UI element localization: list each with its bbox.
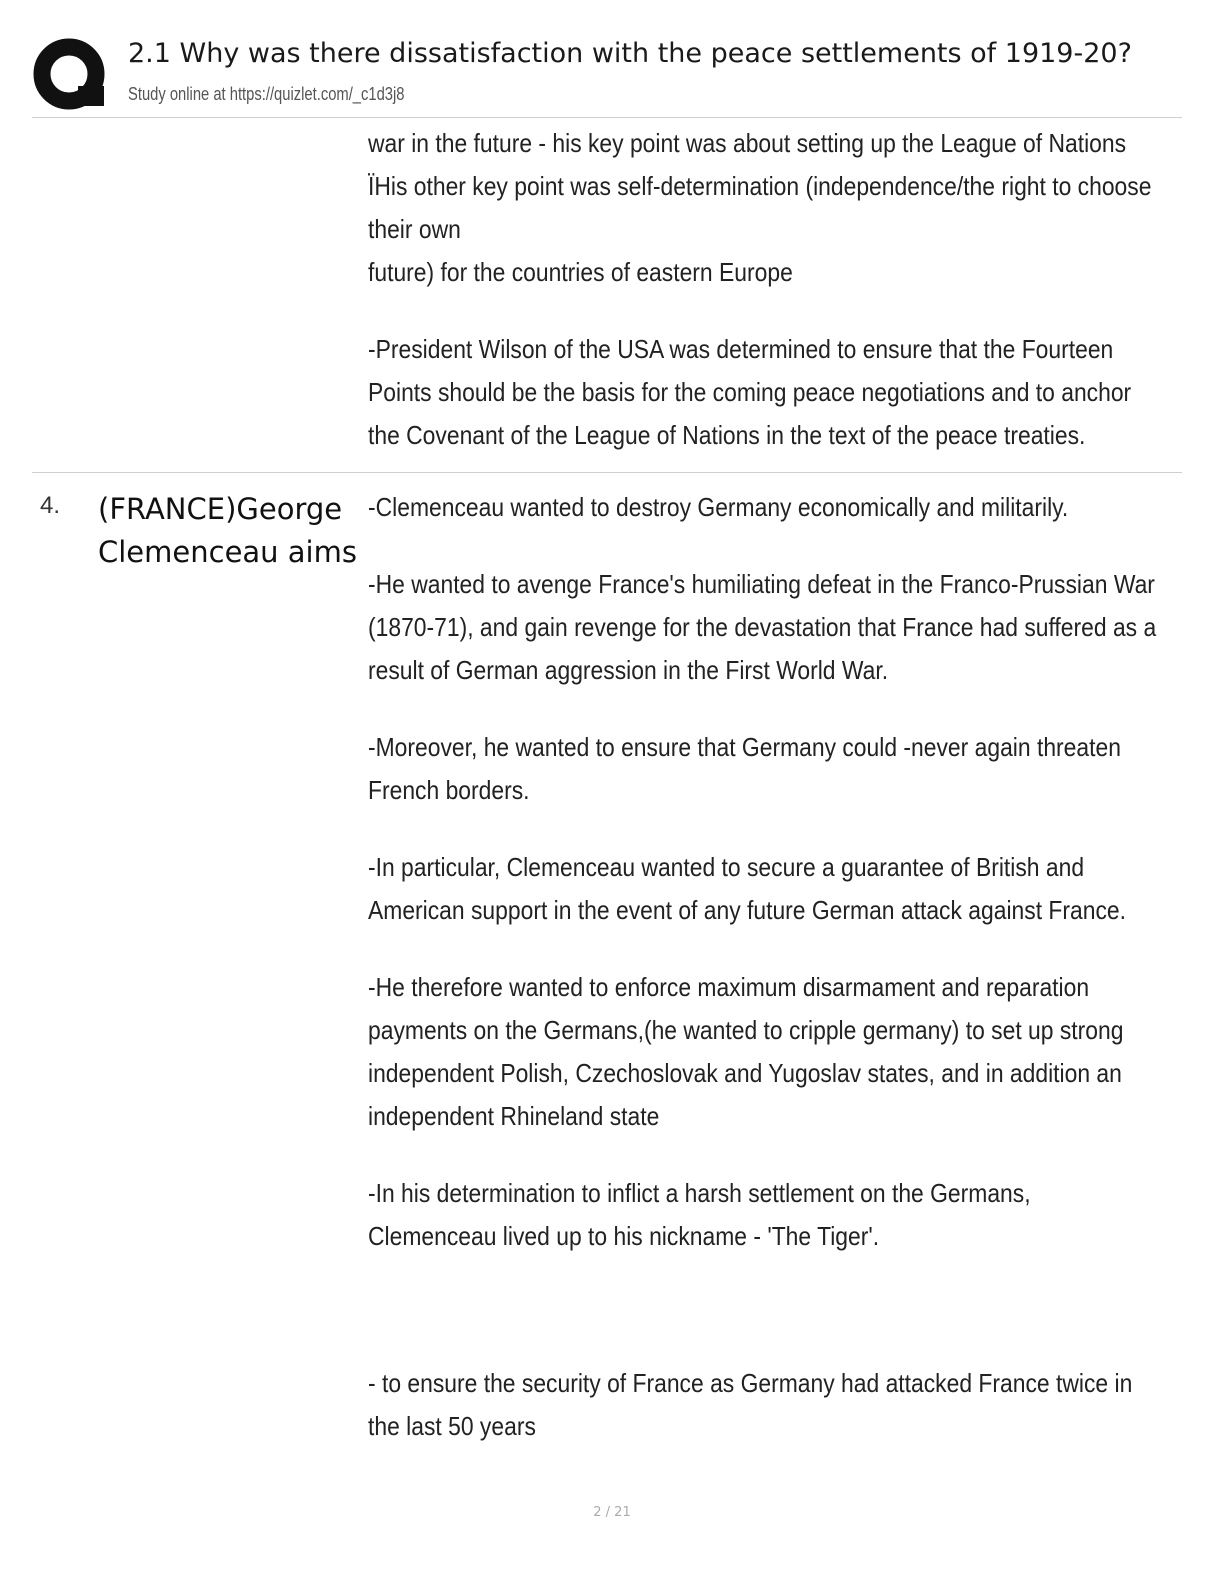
paragraph-gap: [368, 1138, 1160, 1172]
page-number: 2 / 21: [593, 1505, 631, 1520]
logo-letter: Q: [32, 36, 33, 37]
paragraph-gap: [368, 294, 1160, 328]
header-divider: [32, 117, 1182, 118]
definition-line: war in the future - his key point was about setting up the League of Nations: [368, 128, 1127, 158]
paragraph-gap: [368, 812, 1160, 846]
document-title: 2.1 Why was there dissatisfaction with the peace settlements of 1919-20?: [128, 38, 1132, 69]
definition-paragraph: -Clemenceau wanted to destroy Germany economically and militarily.: [368, 492, 1069, 522]
card-term: (FRANCE)George Clemenceau aims: [98, 492, 357, 569]
definition-paragraph: -He therefore wanted to enforce maximum disarmament and reparation payments on the Germans,(he wanted to cripple germany) to set up strong independent Polish, Czechoslovak and Yugoslav states, and in addition an independent Rhineland state: [368, 972, 1124, 1131]
paragraph-gap: [368, 1258, 1160, 1362]
study-online-link[interactable]: Study online at https://quizlet.com/_c1d3j8: [128, 84, 405, 104]
paragraph-gap: [368, 932, 1160, 966]
definition-paragraph: -In particular, Clemenceau wanted to secure a guarantee of British and American support in the event of any future German attack against France.: [368, 852, 1126, 925]
card-divider: [32, 472, 1182, 473]
definition-paragraph: -In his determination to inflict a harsh settlement on the Germans, Clemenceau lived up to his nickname - 'The Tiger'.: [368, 1178, 1031, 1251]
definition-line: ÏHis other key point was self-determination (independence/the right to choose: [368, 171, 1152, 201]
definition-paragraph: -President Wilson of the USA was determined to ensure that the Fourteen Points should be the basis for the coming peace negotiations and to anchor the Covenant of the League of Nations in the text of the peace treaties.: [368, 334, 1132, 450]
definition-paragraph: -Moreover, he wanted to ensure that Germany could -never again threaten French borders.: [368, 732, 1121, 805]
quizlet-logo-icon: [32, 36, 110, 114]
card-definition: [368, 486, 1160, 1448]
definition-line: future) for the countries of eastern Europe: [368, 257, 793, 287]
card-number: 4.: [40, 492, 61, 519]
definition-line: their own: [368, 214, 461, 244]
definition-paragraph: -He wanted to avenge France's humiliating defeat in the Franco-Prussian War (1870-71), and gain revenge for the devastation that France had suffered as a result of German aggression in the First World War.: [368, 569, 1157, 685]
definition-paragraph: - to ensure the security of France as Germany had attacked France twice in the last 50 years: [368, 1368, 1133, 1441]
paragraph-gap: [368, 692, 1160, 726]
paragraph-gap: [368, 529, 1160, 563]
continued-definition: [368, 122, 1160, 457]
